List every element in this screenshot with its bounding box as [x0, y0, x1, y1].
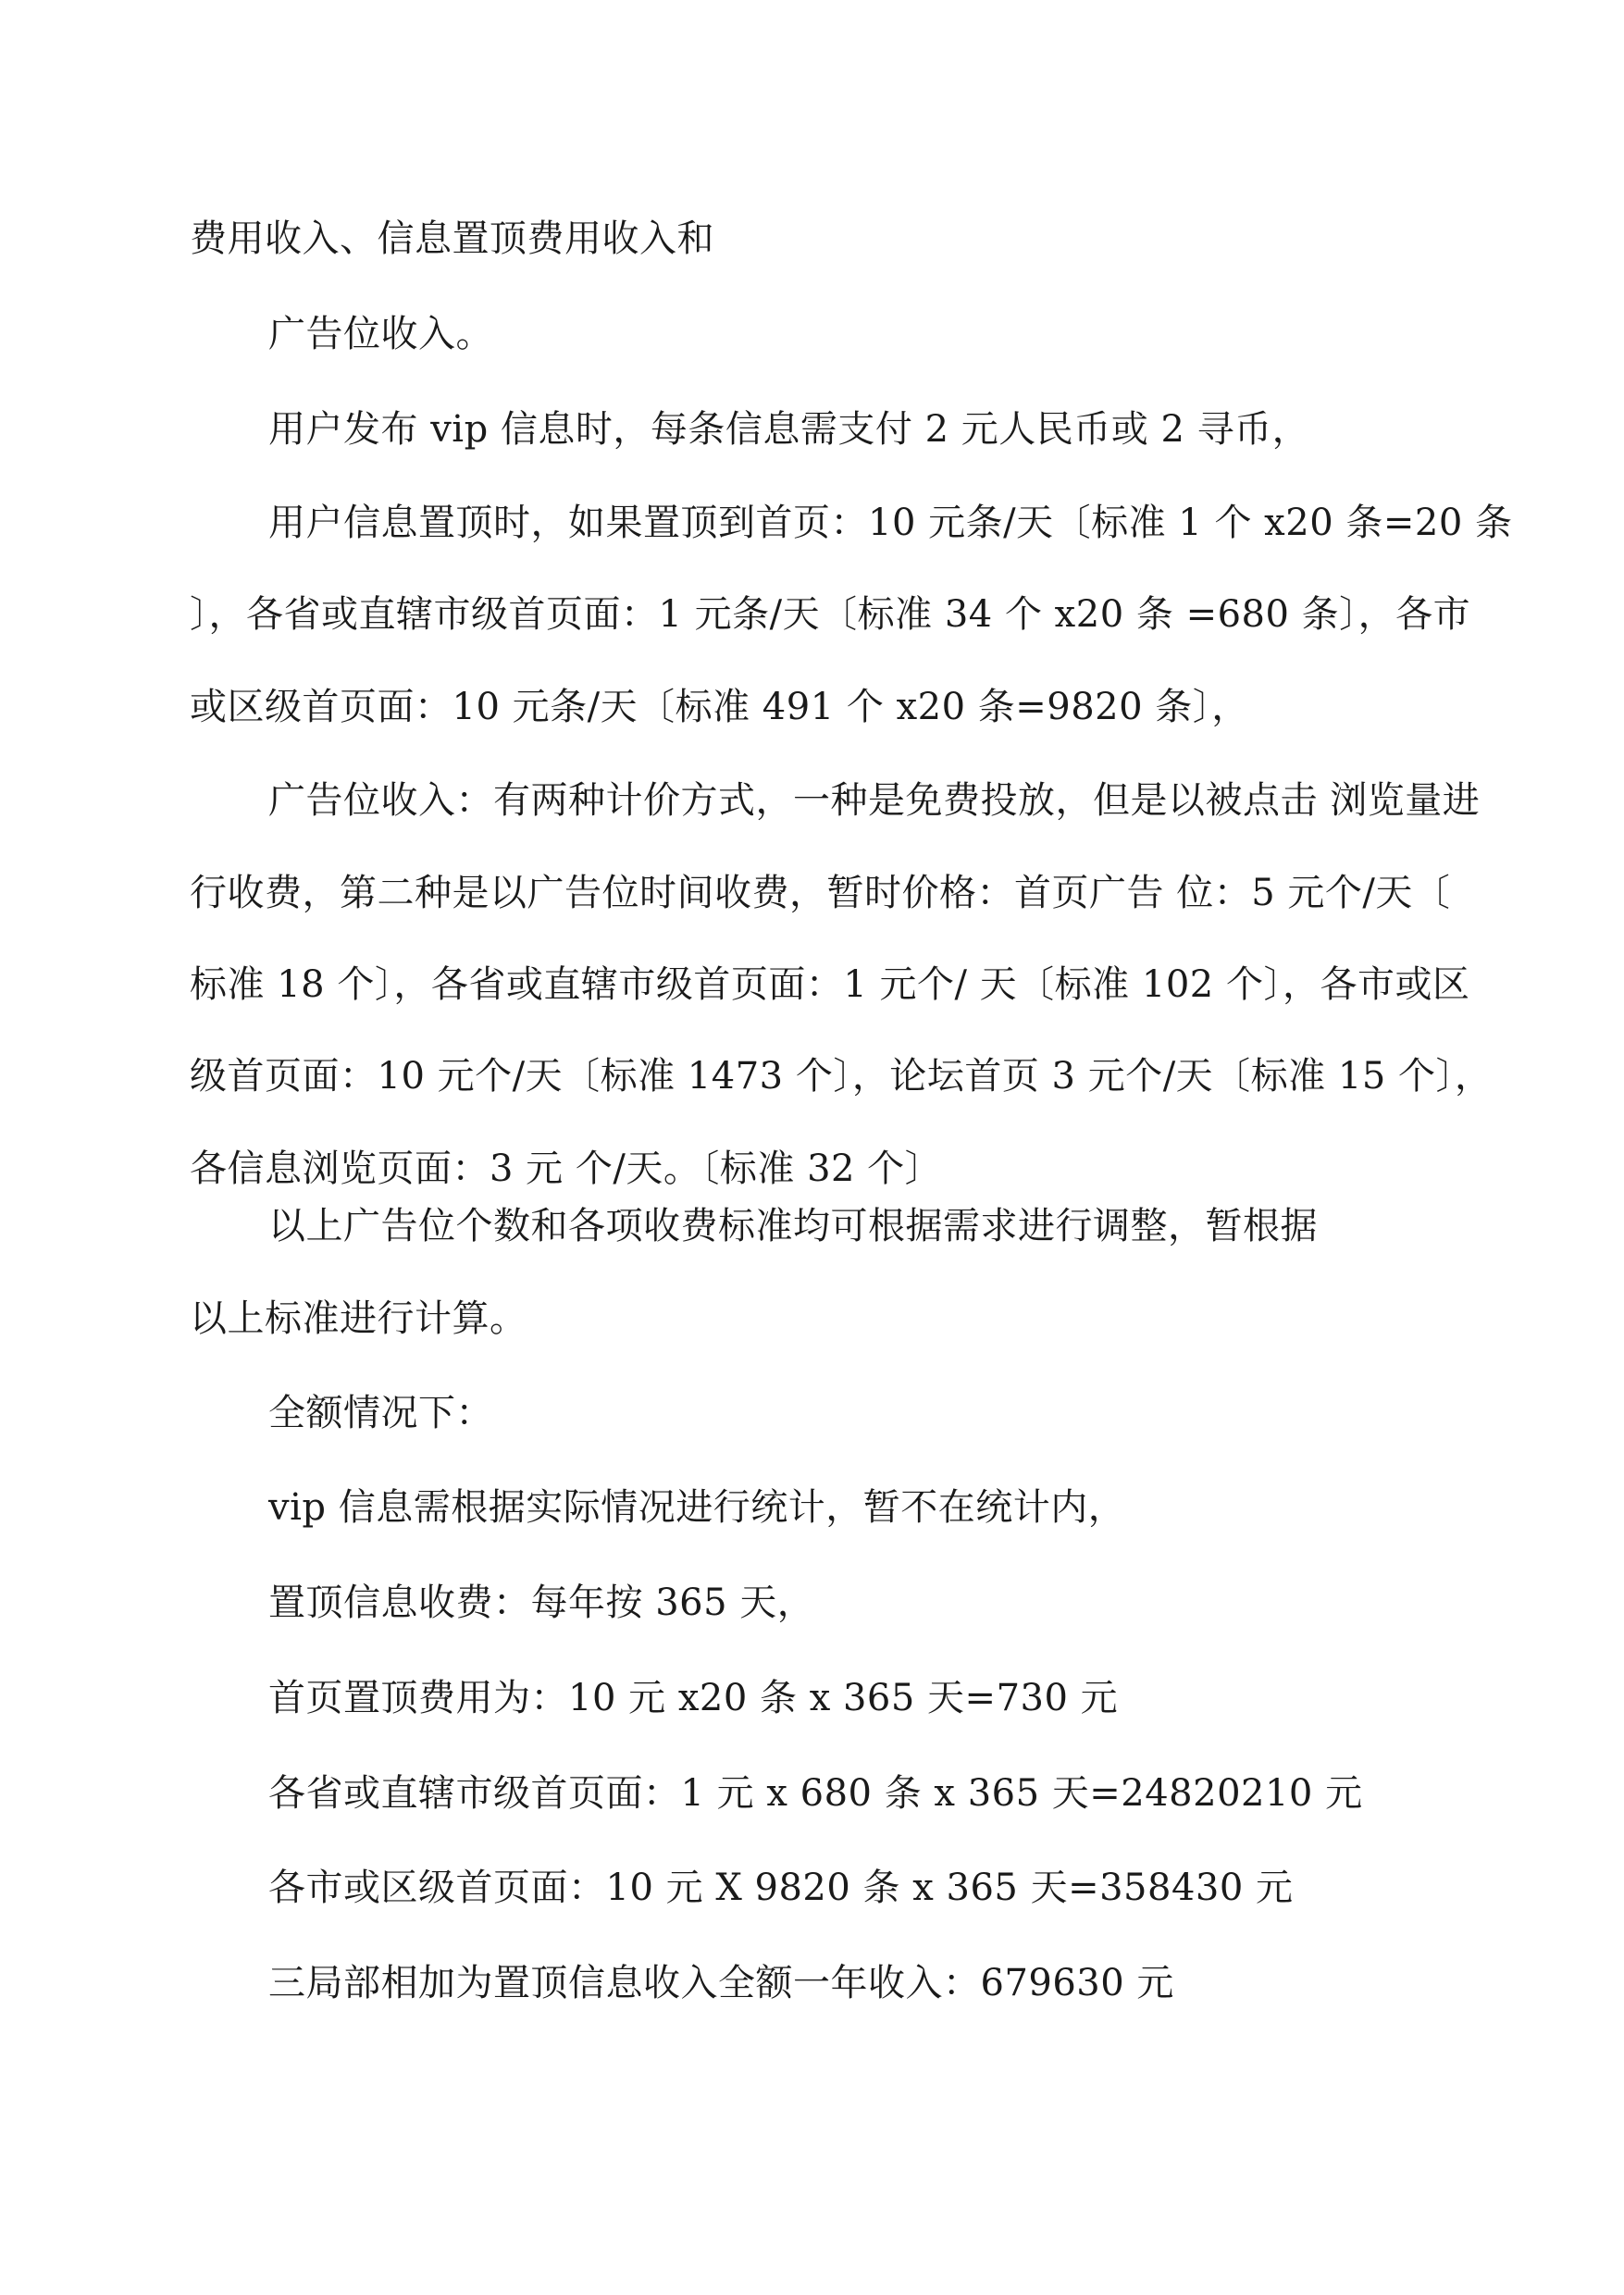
text-line: 用户信息置顶时，如果置顶到首页：10 元条/天〔标准 1 个 x20 条=20 条	[268, 502, 1513, 544]
text-line: 各市或区级首页面：10 元 X 9820 条 x 365 天=358430 元	[268, 1867, 1294, 1909]
text-line: 首页置顶费用为：10 元 x20 条 x 365 天=730 元	[268, 1677, 1119, 1719]
text-line: 标准 18 个〕，各省或直辖市级首页面：1 元个/ 天〔标准 102 个〕，各市或区	[190, 963, 1470, 1006]
text-line: 以上广告位个数和各项收费标准均可根据需求进行调整，暂根据	[268, 1205, 1318, 1247]
text-line: 级首页面：10 元个/天〔标准 1473 个〕，论坛首页 3 元个/天〔标准 15 个〕，	[190, 1055, 1493, 1098]
text-line: 〕，各省或直辖市级首页面：1 元条/天〔标准 34 个 x20 条 =680 条〕，各市	[190, 593, 1471, 636]
text-line: 广告位收入。	[268, 313, 493, 355]
text-line: 全额情况下：	[268, 1392, 493, 1434]
text-line: 各信息浏览页面：3 元 个/天。〔标准 32 个〕	[190, 1148, 943, 1190]
text-line: 各省或直辖市级首页面：1 元 x 680 条 x 365 天=24820210 元	[268, 1772, 1363, 1815]
text-line: 三局部相加为置顶信息收入全额一年收入：679630 元	[268, 1962, 1174, 2004]
text-line: 行收费，第二种是以广告位时间收费，暂时价格：首页广告 位：5 元个/天〔	[190, 872, 1451, 914]
text-line: 或区级首页面：10 元条/天〔标准 491 个 x20 条=9820 条〕，	[190, 686, 1249, 728]
text-line: 费用收入、信息置顶费用收入和	[190, 217, 714, 260]
text-line: 以上标准进行计算。	[190, 1297, 527, 1340]
text-line: 置顶信息收费：每年按 365 天，	[268, 1582, 815, 1624]
text-line: vip 信息需根据实际情况进行统计，暂不在统计内，	[268, 1486, 1126, 1529]
text-line: 广告位收入：有两种计价方式，一种是免费投放，但是以被点击 浏览量进	[268, 779, 1481, 822]
text-line: 用户发布 vip 信息时，每条信息需支付 2 元人民币或 2 寻币，	[268, 408, 1310, 451]
